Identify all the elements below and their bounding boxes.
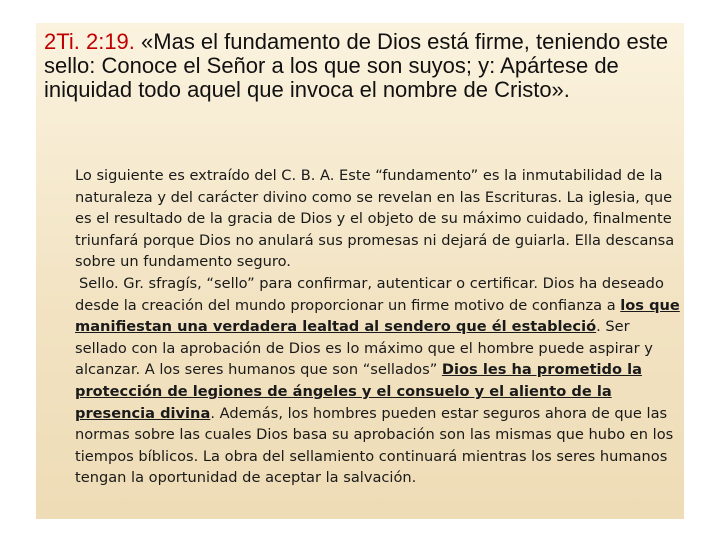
commentary-body [75,165,680,489]
paragraph-1-text: Lo siguiente es extraído del C. B. A. Este “fundamento” es la inmutabilidad de la naturaleza y del carácter divino como se revelan en las Escrituras. La iglesia, que es el resultado de la gracia de Dios y el objeto de su máximo cuidado, finalmente triunfará porque Dios no anulará sus promesas ni dejará de guiarla. Ella descansa sobre un fundamento seguro. [75,167,675,271]
verse-text: «Mas el fundamento de Dios está firme, teniendo este sello: Conoce el Señor a los que son suyos; y: Apártese de iniquidad todo aquel que invoca el nombre de Cristo». [44,29,669,102]
paragraph-2-part-2: . Ser sellado con la aprobación de Dios es lo máximo que el hombre puede aspirar y alcanzar. A los seres humanos que son “sellados” [75,318,653,379]
underlined-phrase-2: Dios les ha prometido la protección de legiones de ángeles y el consuelo y el aliento de la presencia divina [75,361,642,422]
paragraph-2-part-1: Sello. Gr. sfragís, “sello” para confirmar, autenticar o certificar. Dios ha deseado desde la creación del mundo proporcionar un firme motivo de confianza a [75,274,664,314]
verse-heading [44,30,674,102]
verse-reference: 2Ti. 2:19. [44,29,135,54]
underlined-phrase-1: los que manifiestan una verdadera lealtad al sendero que él estableció [75,296,680,336]
paragraph-2-part-3: . Además, los hombres pueden estar seguros ahora de que las normas sobre las cuales Dios basa su aprobación son las mismas que hubo en los tiempos bíblicos. La obra del sellamiento continuará mientras los seres humanos tengan la oportunidad de aceptar la salvación. [75,404,674,487]
commentary-paragraph-2 [75,273,680,489]
commentary-paragraph-1 [75,165,680,273]
